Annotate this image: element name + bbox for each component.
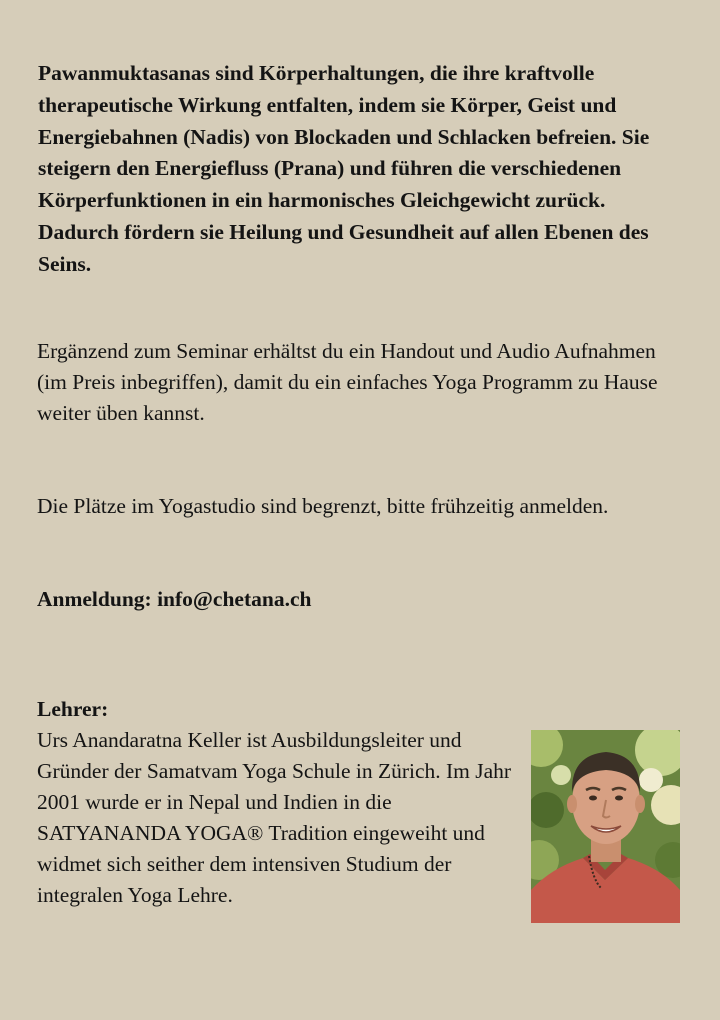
intro-paragraph: Pawanmuktasanas sind Körperhaltungen, die ihre kraftvolle therapeutische Wirkung entfalten, indem sie Körper, Geist und Energiebahnen (Nadis) von Blockaden und Schlacken befreien. Sie steigern den Energiefluss (Prana) und führen die verschiedenen Körperfunktionen in ein harmonisches Gleichgewicht zurück. Dadurch fördern sie Heilung und Gesundheit auf allen Ebenen des Seins.: [38, 61, 650, 276]
teacher-photo: [531, 730, 680, 923]
registration-line: [37, 584, 311, 615]
teacher-bio: Urs Anandaratna Keller ist Ausbildungsleiter und Gründer der Samatvam Yoga Schule in Zürich. Im Jahr 2001 wurde er in Nepal und Indien in die SATYANANDA YOGA® Tradition eingeweiht und widmet sich seither dem intensiven Studium der integralen Yoga Lehre.: [37, 728, 512, 907]
teacher-heading: Lehrer:: [37, 697, 109, 721]
registration-email-link[interactable]: info@chetana.ch: [157, 587, 312, 611]
seats-paragraph: Die Plätze im Yogastudio sind begrenzt, bitte frühzeitig anmelden.: [37, 494, 609, 518]
supplement-paragraph: Ergänzend zum Seminar erhältst du ein Handout und Audio Aufnahmen (im Preis inbegriffen), damit du ein einfaches Yoga Programm zu Hause weiter üben kannst.: [37, 339, 658, 426]
registration-label: Anmeldung:: [37, 587, 152, 611]
